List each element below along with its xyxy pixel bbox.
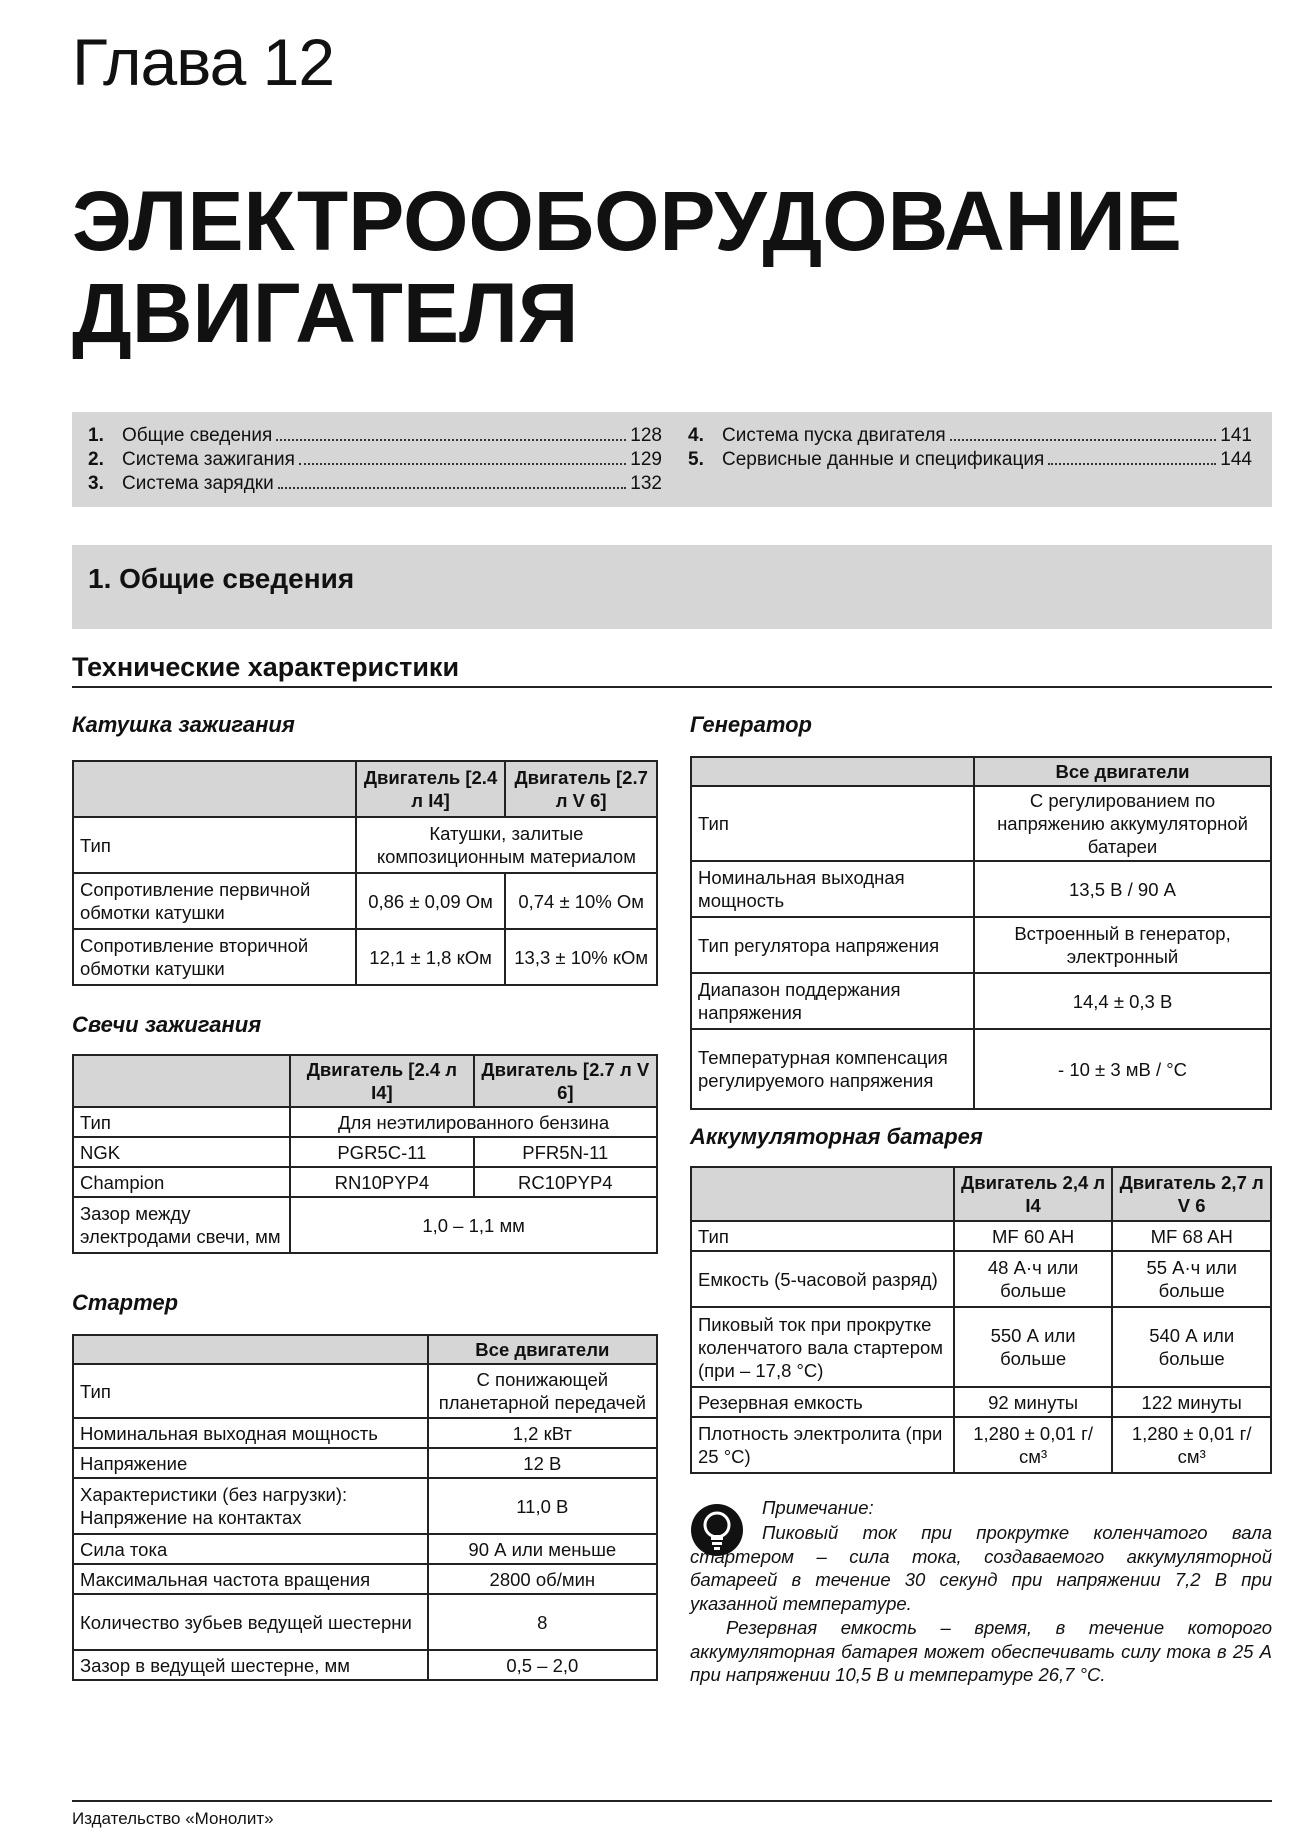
row-value: 2800 об/мин	[428, 1564, 657, 1594]
table-row	[73, 1167, 657, 1197]
battery-table-title: Аккумуляторная батарея	[690, 1124, 983, 1149]
row-value: 122 минуты	[1112, 1387, 1271, 1417]
coil-table	[72, 760, 658, 986]
header-cell: Все двигатели	[428, 1335, 657, 1364]
table-row	[73, 873, 657, 929]
table-row	[691, 917, 1271, 973]
row-label: Напряжение	[73, 1448, 428, 1478]
row-value: 1,280 ± 0,01 г/см³	[954, 1417, 1113, 1473]
toc-column-right	[672, 424, 1252, 472]
plugs-table	[72, 1054, 658, 1254]
row-value: 540 А или больше	[1112, 1307, 1271, 1387]
toc-item[interactable]	[72, 424, 662, 448]
row-value: С регулированием по напряжению аккумуляторной батареи	[974, 786, 1271, 861]
section-header	[72, 545, 1272, 629]
table-row	[73, 1650, 657, 1680]
row-label: Резервная емкость	[691, 1387, 954, 1417]
row-value: 0,5 – 2,0	[428, 1650, 657, 1680]
note-paragraph-2: Резервная емкость – время, в течение которого аккумуляторная батарея может обеспечивать силу тока в 25 А при напряжении 10,5 В и температуре 26,7 °С.	[690, 1617, 1272, 1685]
toc-number: 5.	[688, 449, 704, 470]
row-label: Емкость (5-часовой разряд)	[691, 1251, 954, 1307]
row-value: 8	[428, 1594, 657, 1650]
toc-item[interactable]	[72, 448, 662, 472]
row-label: NGK	[73, 1137, 290, 1167]
row-label: Сопротивление первичной обмотки катушки	[73, 873, 356, 929]
row-value: RC10PYP4	[474, 1167, 657, 1197]
toc-number: 3.	[88, 473, 104, 494]
table-of-contents	[72, 412, 1272, 507]
table-row	[73, 1137, 657, 1167]
row-label: Тип	[691, 1221, 954, 1251]
row-label: Пиковый ток при прокрутке коленчатого вала стартером (при – 17,8 °С)	[691, 1307, 954, 1387]
note-heading: Примечание:	[762, 1497, 874, 1518]
table-row	[73, 1448, 657, 1478]
footer-divider	[72, 1800, 1272, 1802]
header-cell: Двигатель [2.7 л V 6]	[474, 1055, 657, 1107]
header-cell-empty	[73, 761, 356, 817]
subheading: Технические характеристики	[72, 652, 460, 682]
publisher-footer: Издательство «Монолит»	[72, 1809, 274, 1828]
row-value: 12 В	[428, 1448, 657, 1478]
coil-table-title: Катушка зажигания	[72, 712, 295, 737]
table-row	[691, 1221, 1271, 1251]
toc-leader	[1048, 463, 1216, 465]
toc-item[interactable]	[72, 472, 662, 496]
table-row	[73, 1418, 657, 1448]
starter-table-title: Стартер	[72, 1290, 179, 1315]
row-label: Тип регулятора напряжения	[691, 917, 974, 973]
row-label: Количество зубьев ведущей шестерни	[73, 1594, 428, 1650]
row-label: Тип	[73, 817, 356, 873]
table-row	[73, 1364, 657, 1418]
row-value: 0,74 ± 10% Ом	[505, 873, 657, 929]
row-label: Сила тока	[73, 1534, 428, 1564]
row-value: MF 68 AH	[1112, 1221, 1271, 1251]
table-row	[691, 1251, 1271, 1307]
plugs-table-title: Свечи зажигания	[72, 1012, 262, 1037]
row-label: Зазор между электродами свечи, мм	[73, 1197, 290, 1253]
toc-item[interactable]	[672, 424, 1252, 448]
row-label: Champion	[73, 1167, 290, 1197]
divider	[72, 686, 1272, 688]
table-row	[73, 1197, 657, 1253]
row-label: Номинальная выходная мощность	[73, 1418, 428, 1448]
row-value: - 10 ± 3 мВ / °С	[974, 1029, 1271, 1109]
table-row	[73, 817, 657, 873]
toc-number: 2.	[88, 449, 104, 470]
title-line-1: ЭЛЕКТРООБОРУДОВАНИЕ	[72, 174, 1182, 268]
toc-leader	[276, 439, 626, 441]
row-value: 90 А или меньше	[428, 1534, 657, 1564]
row-value: 13,3 ± 10% кОм	[505, 929, 657, 985]
toc-item[interactable]	[672, 448, 1252, 472]
toc-number: 1.	[88, 425, 104, 446]
row-label: Номинальная выходная мощность	[691, 861, 974, 917]
row-value: PGR5C-11	[290, 1137, 473, 1167]
page-title	[72, 175, 1182, 359]
row-value: 11,0 В	[428, 1478, 657, 1534]
row-label: Тип	[73, 1364, 428, 1418]
section-title: 1. Общие сведения	[88, 563, 355, 594]
row-value: 55 А·ч или больше	[1112, 1251, 1271, 1307]
table-row	[73, 1594, 657, 1650]
toc-leader	[299, 463, 626, 465]
row-value: 14,4 ± 0,3 В	[974, 973, 1271, 1029]
starter-table	[72, 1334, 658, 1681]
title-line-2: ДВИГАТЕЛЯ	[72, 266, 579, 360]
toc-page: 132	[630, 473, 662, 494]
toc-page: 141	[1220, 425, 1252, 446]
row-value: 48 А·ч или больше	[954, 1251, 1113, 1307]
note-paragraph-1: Пиковый ток при прокрутке коленчатого вала стартером – сила тока, создаваемого аккумуляторной батареей в течение 30 секунд при напряжении 7,2 В при указанной температуре.	[690, 1522, 1272, 1614]
header-cell-empty	[73, 1055, 290, 1107]
header-cell: Двигатель [2.7 л V 6]	[505, 761, 657, 817]
row-value: 92 минуты	[954, 1387, 1113, 1417]
row-value: RN10PYP4	[290, 1167, 473, 1197]
row-value: 1,280 ± 0,01 г/см³	[1112, 1417, 1271, 1473]
row-label: Тип	[73, 1107, 290, 1137]
table-row	[73, 1534, 657, 1564]
row-label: Зазор в ведущей шестерне, мм	[73, 1650, 428, 1680]
header-cell: Двигатель 2,4 л I4	[954, 1167, 1113, 1221]
toc-label: Система зажигания	[122, 449, 295, 470]
header-cell-empty	[691, 757, 974, 786]
row-value: 0,86 ± 0,09 Ом	[356, 873, 506, 929]
toc-column-left	[72, 424, 662, 496]
row-value: 1,0 – 1,1 мм	[290, 1197, 657, 1253]
row-value: 550 А или больше	[954, 1307, 1113, 1387]
row-value: Встроенный в генератор, электронный	[974, 917, 1271, 973]
row-value: 13,5 В / 90 А	[974, 861, 1271, 917]
row-value: MF 60 AH	[954, 1221, 1113, 1251]
toc-page: 129	[630, 449, 662, 470]
row-label: Температурная компенсация регулируемого напряжения	[691, 1029, 974, 1109]
table-row	[691, 786, 1271, 861]
header-cell-empty	[73, 1335, 428, 1364]
row-value: 1,2 кВт	[428, 1418, 657, 1448]
table-row	[691, 861, 1271, 917]
toc-leader	[278, 487, 627, 489]
toc-leader	[950, 439, 1217, 441]
table-row	[691, 1029, 1271, 1109]
row-label: Диапазон поддержания напряжения	[691, 973, 974, 1029]
table-row	[73, 1564, 657, 1594]
toc-page: 128	[630, 425, 662, 446]
row-value: 12,1 ± 1,8 кОм	[356, 929, 506, 985]
chapter-label: Глава 12	[72, 25, 335, 99]
row-value: С понижающей планетарной передачей	[428, 1364, 657, 1418]
toc-label: Общие сведения	[122, 425, 273, 446]
header-cell-empty	[691, 1167, 954, 1221]
row-value: Катушки, залитые композиционным материалом	[356, 817, 657, 873]
header-cell: Двигатель [2.4 л I4]	[356, 761, 506, 817]
header-cell: Двигатель 2,7 л V 6	[1112, 1167, 1271, 1221]
table-row	[73, 1478, 657, 1534]
row-label: Сопротивление вторичной обмотки катушки	[73, 929, 356, 985]
battery-table	[690, 1166, 1272, 1474]
toc-label: Система зарядки	[122, 473, 274, 494]
table-row	[691, 1417, 1271, 1473]
row-label: Максимальная частота вращения	[73, 1564, 428, 1594]
toc-label: Сервисные данные и спецификация	[722, 449, 1045, 470]
toc-number: 4.	[688, 425, 704, 446]
generator-table	[690, 756, 1272, 1110]
row-value: Для неэтилированного бензина	[290, 1107, 657, 1137]
table-row	[691, 1307, 1271, 1387]
row-label: Плотность электролита (при 25 °С)	[691, 1417, 954, 1473]
table-row	[691, 973, 1271, 1029]
table-row	[691, 1387, 1271, 1417]
toc-page: 144	[1220, 449, 1252, 470]
header-cell: Все двигатели	[974, 757, 1271, 786]
header-cell: Двигатель [2.4 л I4]	[290, 1055, 473, 1107]
generator-table-title: Генератор	[690, 712, 812, 737]
table-row	[73, 929, 657, 985]
row-value: PFR5N-11	[474, 1137, 657, 1167]
toc-label: Система пуска двигателя	[722, 425, 946, 446]
table-row	[73, 1107, 657, 1137]
row-label: Характеристики (без нагрузки): Напряжение на контактах	[73, 1478, 428, 1534]
row-label: Тип	[691, 786, 974, 861]
